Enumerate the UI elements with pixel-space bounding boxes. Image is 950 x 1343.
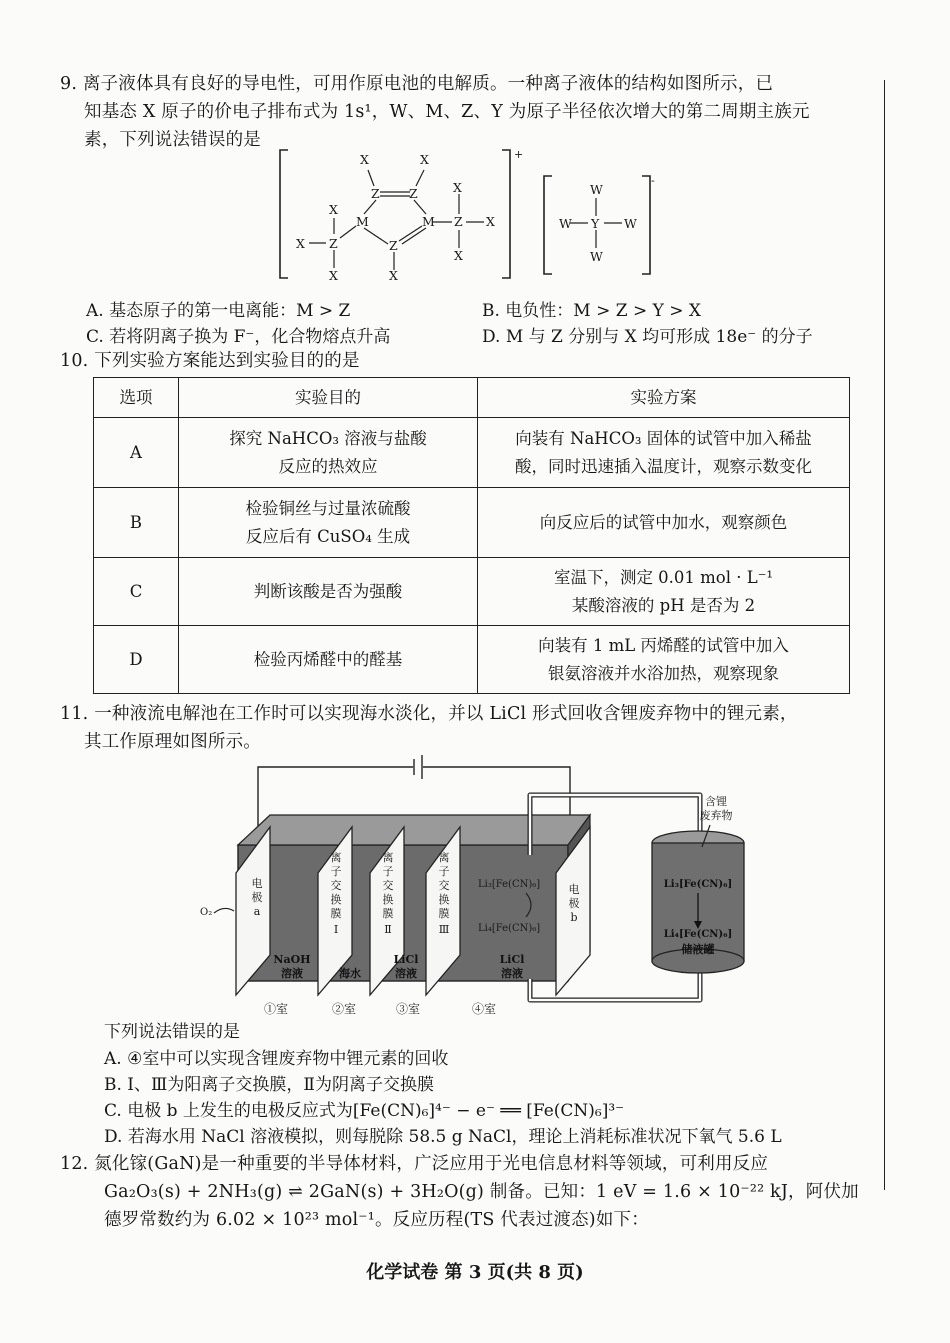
q11-stem-line2: 其工作原理如图所示。 <box>84 732 261 752</box>
svg-text:LiCl: LiCl <box>499 953 525 966</box>
svg-text:W: W <box>590 249 603 264</box>
svg-text:离: 离 <box>330 851 342 864</box>
q9-option-b[interactable]: B. 电负性：M > Z > Y > X <box>482 301 701 321</box>
svg-text:①室: ①室 <box>263 1002 289 1016</box>
svg-text:X: X <box>453 180 462 195</box>
svg-text:Ⅱ: Ⅱ <box>384 923 392 936</box>
svg-text:换: 换 <box>382 893 394 906</box>
q9-option-c[interactable]: C. 若将阴离子换为 F⁻，化合物熔点升高 <box>86 327 391 347</box>
svg-text:电: 电 <box>251 877 263 890</box>
svg-text:a: a <box>253 905 261 918</box>
q11-option-b[interactable]: B. Ⅰ、Ⅲ为阳离子交换膜，Ⅱ为阴离子交换膜 <box>104 1075 434 1095</box>
svg-text:Li₄[Fe(CN)₆]: Li₄[Fe(CN)₆] <box>478 923 541 934</box>
svg-text:Ⅲ: Ⅲ <box>438 923 450 936</box>
q9-option-a[interactable]: A. 基态原子的第一电离能：M > Z <box>86 301 351 321</box>
electrolysis-cell-diagram <box>200 755 750 1017</box>
q9-stem-line3: 素，下列说法错误的是 <box>84 130 261 150</box>
svg-text:离: 离 <box>438 851 450 864</box>
svg-text:②室: ②室 <box>331 1002 357 1016</box>
svg-text:b: b <box>570 911 578 924</box>
q9-stem-line2: 知基态 X 原子的价电子排布式为 1s¹，W、M、Z、Y 为原子半径依次增大的第二周期主族元 <box>84 102 810 122</box>
anion-charge: - <box>651 174 655 187</box>
cation-charge: + <box>514 148 524 161</box>
q9-stem-line1: 9. 离子液体具有良好的导电性，可用作原电池的电解质。一种离子液体的结构如图所示，已 <box>60 74 774 94</box>
svg-text:Li₃[Fe(CN)₆]: Li₃[Fe(CN)₆] <box>478 879 541 890</box>
svg-text:交: 交 <box>330 879 342 892</box>
svg-text:交: 交 <box>438 879 450 892</box>
svg-text:X: X <box>486 214 495 229</box>
svg-text:极: 极 <box>568 897 580 910</box>
svg-text:Y: Y <box>591 216 600 231</box>
svg-text:交: 交 <box>382 879 394 892</box>
svg-text:Z: Z <box>454 214 463 229</box>
svg-text:海水: 海水 <box>339 967 361 980</box>
q9-option-d[interactable]: D. M 与 Z 分别与 X 均可形成 18e⁻ 的分子 <box>482 327 813 347</box>
svg-text:膜: 膜 <box>438 907 450 920</box>
q12-line3: 德罗常数约为 6.02 × 10²³ mol⁻¹。反应历程(TS 代表过渡态)如下： <box>104 1210 649 1230</box>
table-row[interactable]: C 判断该酸是否为强酸 室温下，测定 0.01 mol · L⁻¹ 某酸溶液的 pH 是否为 2 <box>94 558 850 626</box>
svg-text:LiCl: LiCl <box>393 953 419 966</box>
svg-text:换: 换 <box>438 893 450 906</box>
ionic-liquid-structure <box>270 148 660 283</box>
svg-text:W: W <box>624 216 637 231</box>
svg-text:X: X <box>454 248 463 263</box>
svg-text:Ⅰ: Ⅰ <box>333 923 339 936</box>
svg-text:Z: Z <box>329 236 338 251</box>
svg-text:④室: ④室 <box>471 1002 497 1016</box>
margin-line <box>884 80 885 1190</box>
svg-text:Li₄[Fe(CN)₆]: Li₄[Fe(CN)₆] <box>663 929 733 940</box>
svg-text:M: M <box>356 214 369 229</box>
q10-stem: 10. 下列实验方案能达到实验目的的是 <box>60 351 360 371</box>
svg-text:W: W <box>590 182 603 197</box>
svg-text:溶液: 溶液 <box>501 967 523 980</box>
svg-text:含锂: 含锂 <box>705 795 727 808</box>
svg-text:膜: 膜 <box>330 907 342 920</box>
svg-text:M: M <box>422 214 435 229</box>
header-plan: 实验方案 <box>478 378 850 418</box>
table-row[interactable]: D 检验丙烯醛中的醛基 向装有 1 mL 丙烯醛的试管中加入 银氨溶液并水浴加热，观察现象 <box>94 626 850 694</box>
q11-stem-line1: 11. 一种液流电解池在工作时可以实现海水淡化，并以 LiCl 形式回收含锂废弃物中的锂元素， <box>60 704 798 724</box>
svg-text:溶液: 溶液 <box>395 967 417 980</box>
svg-text:X: X <box>296 236 305 251</box>
svg-text:Li₃[Fe(CN)₆]: Li₃[Fe(CN)₆] <box>663 879 733 890</box>
svg-text:溶液: 溶液 <box>281 967 303 980</box>
svg-text:废弃物: 废弃物 <box>699 809 733 822</box>
table-row[interactable]: B 检验铜丝与过量浓硫酸 反应后有 CuSO₄ 生成 向反应后的试管中加水，观察颜色 <box>94 488 850 558</box>
q11-ask: 下列说法错误的是 <box>104 1022 240 1042</box>
svg-text:Z: Z <box>409 186 418 201</box>
page-footer: 化学试卷 第 3 页(共 8 页) <box>366 1262 584 1283</box>
svg-text:O₂: O₂ <box>200 907 213 918</box>
svg-text:X: X <box>329 202 338 217</box>
table-row[interactable]: A 探究 NaHCO₃ 溶液与盐酸 反应的热效应 向装有 NaHCO₃ 固体的试管中加入稀盐 酸，同时迅速插入温度计，观察示数变化 <box>94 418 850 488</box>
q12-line2: Ga₂O₃(s) + 2NH₃(g) ⇌ 2GaN(s) + 3H₂O(g) 制备。已知：1 eV = 1.6 × 10⁻²² kJ，阿伏加 <box>104 1182 859 1202</box>
header-option: 选项 <box>94 378 179 418</box>
svg-text:子: 子 <box>330 865 342 878</box>
q11-option-c[interactable]: C. 电极 b 上发生的电极反应式为[Fe(CN)₆]⁴⁻ − e⁻ ══ [Fe(CN)₆]³⁻ <box>104 1101 625 1121</box>
q11-option-d[interactable]: D. 若海水用 NaCl 溶液模拟，则每脱除 58.5 g NaCl，理论上消耗标准状况下氧气 5.6 L <box>104 1127 782 1147</box>
q12-line1: 12. 氮化镓(GaN)是一种重要的半导体材料，广泛应用于光电信息材料等领域，可利用反应 <box>60 1154 769 1174</box>
svg-text:子: 子 <box>382 865 394 878</box>
svg-text:W: W <box>559 216 572 231</box>
svg-text:离: 离 <box>382 851 394 864</box>
svg-text:Z: Z <box>371 186 380 201</box>
svg-text:X: X <box>420 152 429 167</box>
svg-text:NaOH: NaOH <box>273 953 311 966</box>
table-header-row <box>94 378 850 418</box>
svg-text:X: X <box>360 152 369 167</box>
svg-text:X: X <box>389 268 398 283</box>
q10-table <box>93 377 850 694</box>
svg-text:X: X <box>329 268 338 283</box>
header-purpose: 实验目的 <box>179 378 478 418</box>
svg-text:③室: ③室 <box>395 1002 421 1016</box>
svg-text:膜: 膜 <box>382 907 394 920</box>
svg-text:子: 子 <box>438 865 450 878</box>
svg-text:极: 极 <box>251 891 263 904</box>
svg-text:Z: Z <box>389 238 398 253</box>
svg-text:电: 电 <box>568 883 580 896</box>
svg-text:储液罐: 储液罐 <box>681 943 715 956</box>
q11-option-a[interactable]: A. ④室中可以实现含锂废弃物中锂元素的回收 <box>104 1049 449 1069</box>
svg-text:换: 换 <box>330 893 342 906</box>
